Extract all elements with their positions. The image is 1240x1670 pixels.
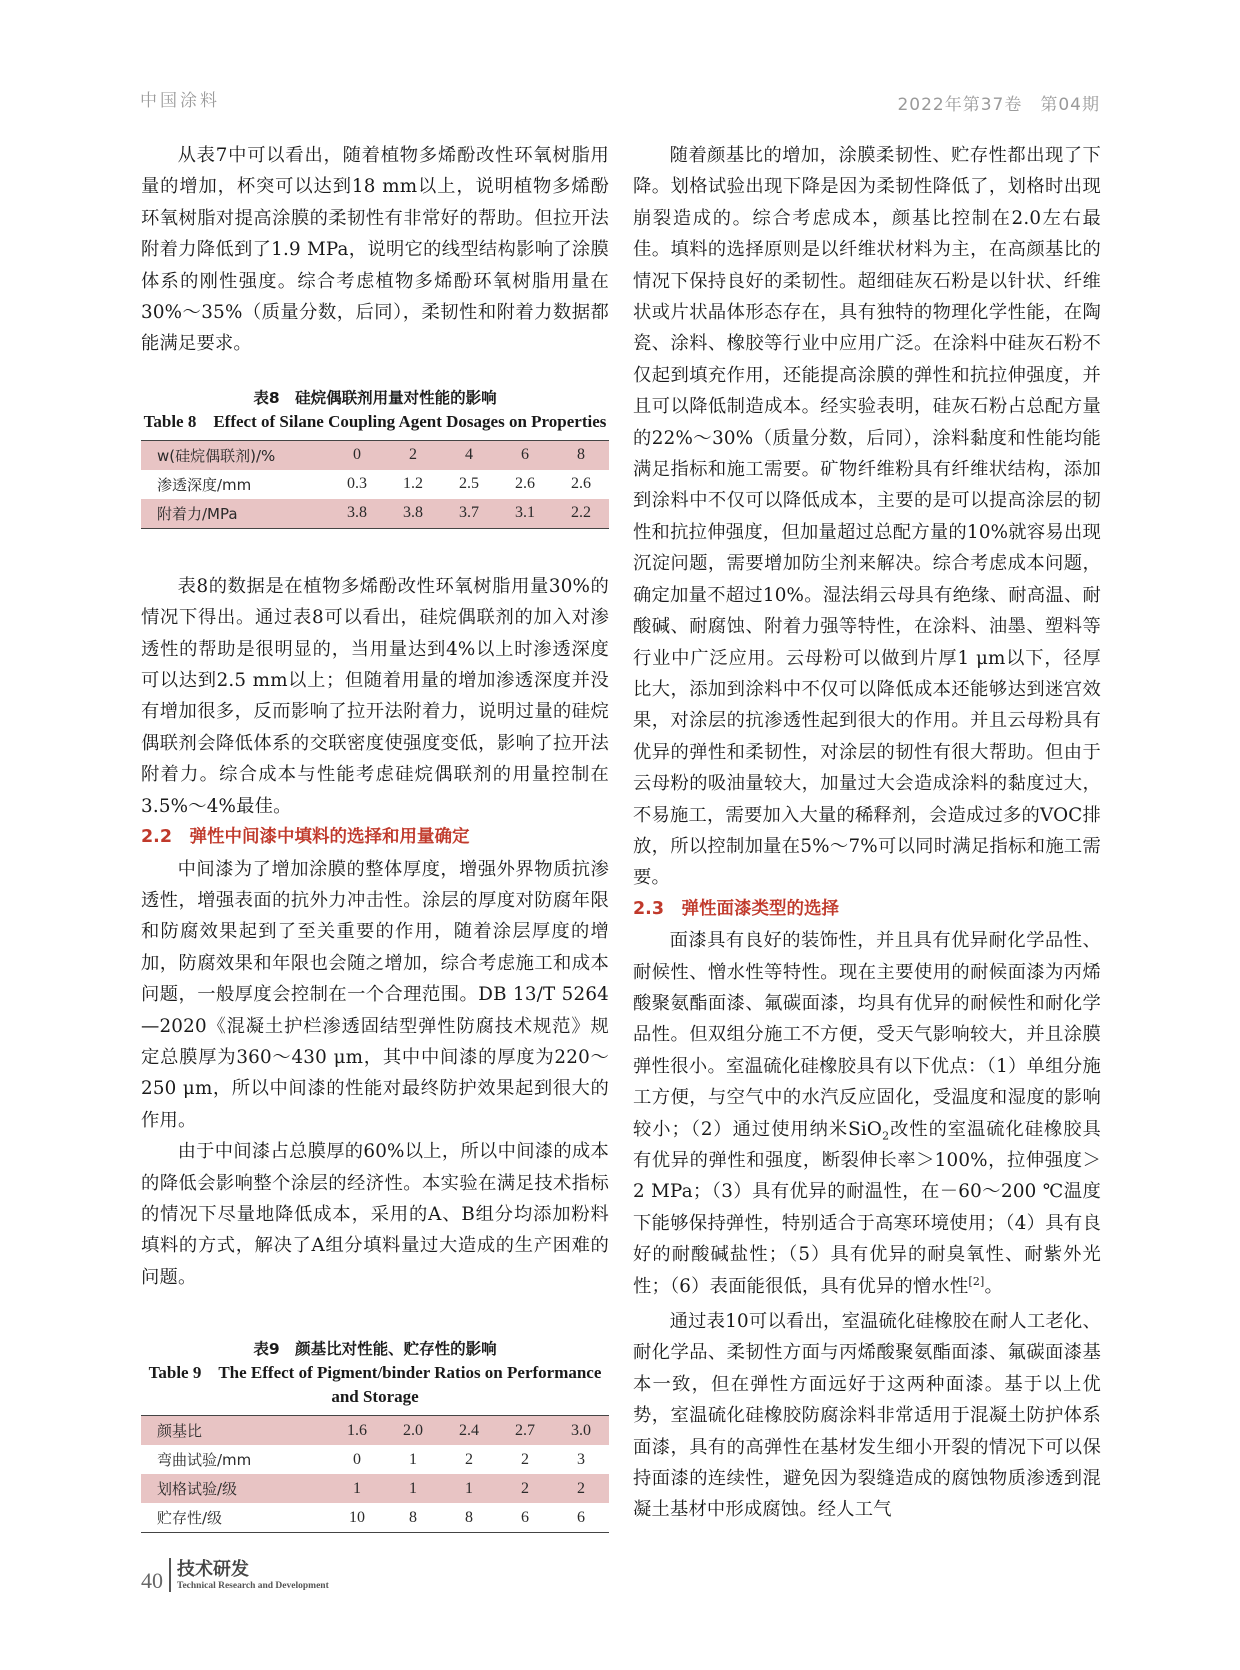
table-cell: 6 <box>497 440 553 470</box>
table-cell: 2.5 <box>459 475 479 493</box>
subscript: 2 <box>882 1129 890 1143</box>
table-row <box>141 1416 609 1446</box>
table-cell: 8 <box>409 1508 417 1526</box>
table-cell: 1 <box>409 1450 417 1468</box>
table-cell: 4 <box>441 440 497 470</box>
row-label: 颜基比 <box>141 1416 329 1446</box>
page-footer <box>141 1558 329 1592</box>
table-cell: 2.6 <box>571 475 591 493</box>
table-cell: 0 <box>329 440 385 470</box>
table-cell: 0.3 <box>347 475 367 493</box>
footer-section-en: Technical Research and Development <box>177 1581 329 1591</box>
table-cell: 2 <box>465 1450 473 1468</box>
table-cell: 3.1 <box>497 499 553 529</box>
table-cell: 3.0 <box>553 1416 609 1446</box>
table-cell: 3 <box>577 1450 585 1468</box>
footer-section-zh: 技术研发 <box>177 1559 249 1580</box>
table-cell: 6 <box>577 1508 585 1526</box>
table-row <box>141 499 609 529</box>
row-label: 弯曲试验/mm <box>157 1451 252 1470</box>
table-cell: 2.6 <box>515 475 535 493</box>
paragraph: 由于中间漆占总膜厚的60%以上，所以中间漆的成本的降低会影响整个涂层的经济性。本实验在满足技术指标的情况下尽量地降低成本，采用的A、B组分均添加粉料填料的方式，解决了A组分填料量过大造成的生产困难的问题。 <box>141 1141 609 1288</box>
table-row <box>141 1503 609 1533</box>
table-cell: 1 <box>385 1474 441 1503</box>
issue-info: 2022年第37卷 第04期 <box>897 95 1100 115</box>
table-cell: 3.8 <box>385 499 441 529</box>
row-label: 划格试验/级 <box>141 1474 329 1503</box>
table-cell: 2.2 <box>553 499 609 529</box>
table-cell: 3.8 <box>329 499 385 529</box>
table-row <box>141 470 609 499</box>
row-label: 贮存性/级 <box>157 1509 223 1528</box>
citation-ref: [2] <box>968 1274 985 1288</box>
left-column <box>141 140 609 1533</box>
table-cell: 8 <box>553 440 609 470</box>
table-cell: 1.2 <box>403 475 423 493</box>
paragraph-text: 改性的室温硫化硅橡胶具有优异的弹性和强度，断裂伸长率＞100%，拉伸强度＞2 MPa；（3）具有优异的耐温性，在－60～200 ℃温度下能够保持弹性，特别适合于高寒环境使用；（4）具有良好的耐酸碱盐性；（5）具有优异的耐臭氧性、耐紫外光性；（6）表面能很低，具有优异的憎水性 <box>633 1118 1102 1297</box>
data-table <box>141 1415 609 1533</box>
table-cell: 1 <box>441 1474 497 1503</box>
table-cell: 2 <box>385 440 441 470</box>
table-9 <box>141 1337 609 1533</box>
right-column <box>633 140 1101 1526</box>
table-cell: 2.7 <box>497 1416 553 1446</box>
section-heading: 2.2 弹性中间漆中填料的选择和用量确定 <box>141 827 470 848</box>
paragraph <box>633 925 1101 1302</box>
table-cell: 10 <box>349 1508 365 1526</box>
data-table <box>141 440 609 529</box>
table-cell: 1.6 <box>329 1416 385 1446</box>
table-cell: 2 <box>497 1474 553 1503</box>
table-row <box>141 1474 609 1503</box>
table-cell: 2.0 <box>385 1416 441 1446</box>
table-cell: 2 <box>553 1474 609 1503</box>
table-caption-zh: 表8 硅烷偶联剂用量对性能的影响 <box>253 388 497 407</box>
table-cell: 1 <box>329 1474 385 1503</box>
table-caption-zh: 表9 颜基比对性能、贮存性的影响 <box>253 1340 497 1359</box>
journal-name: 中国涂料 <box>140 91 220 111</box>
paragraph: 随着颜基比的增加，涂膜柔韧性、贮存性都出现了下降。划格试验出现下降是因为柔韧性降低了，划格时出现崩裂造成的。综合考虑成本，颜基比控制在2.0左右最佳。填料的选择原则是以纤维状材料为主，在高颜基比的情况下保持良好的柔韧性。超细硅灰石粉是以针状、纤维状或片状晶体形态存在，具有独特的物理化学性能，在陶瓷、涂料、橡胶等行业中应用广泛。在涂料中硅灰石粉不仅起到填充作用，还能提高涂膜的弹性和抗拉伸强度，并且可以降低制造成本。经实验表明，硅灰石粉占总配方量的22%～30%（质量分数，后同），涂料黏度和性能均能满足指标和施工需要。矿物纤维粉具有纤维状结构，添加到涂料中不仅可以降低成本，主要的是可以提高涂层的韧性和抗拉伸强度，但加量超过总配方量的10%就容易出现沉淀问题，需要增加防尘剂来解决。综合考虑成本问题，确定加量不超过10%。湿法绢云母具有绝缘、耐高温、耐酸碱、耐腐蚀、附着力强等特性，在涂料、油墨、塑料等行业中广泛应用。云母粉可以做到片厚1 μm以下，径厚比大，添加到涂料中不仅可以降低成本还能够达到迷宫效果，对涂层的抗渗透性起到很大的作用。并且云母粉具有优异的弹性和柔韧性，对涂层的韧性有很大帮助。但由于云母粉的吸油量较大，加量过大会造成涂料的黏度过大，不易施工，需要加入大量的稀释剂，会造成过多的VOC排放，所以控制加量在5%～7%可以同时满足指标和施工需要。 <box>633 145 1101 889</box>
table-8 <box>141 386 609 529</box>
table-row <box>141 1445 609 1474</box>
page-number: 40 <box>141 1568 163 1593</box>
table-row <box>141 440 609 470</box>
table-cell: 6 <box>521 1508 529 1526</box>
row-label: w(硅烷偶联剂)/% <box>141 440 329 470</box>
footer-section <box>177 1560 329 1592</box>
paragraph: 从表7中可以看出，随着植物多烯酚改性环氧树脂用量的增加，杯突可以达到18 mm以上，说明植物多烯酚环氧树脂对提高涂膜的柔韧性有非常好的帮助。但拉开法附着力降低到了1.9 MPa，说明它的线型结构影响了涂膜体系的刚性强度。综合考虑植物多烯酚环氧树脂用量在30%～35%（质量分数，后同），柔韧性和附着力数据都能满足要求。 <box>141 145 609 355</box>
section-heading: 2.3 弹性面漆类型的选择 <box>633 898 840 919</box>
row-label: 附着力/MPa <box>141 499 329 529</box>
table-caption-en: Table 8 Effect of Silane Coupling Agent Dosages on Properties <box>143 411 607 431</box>
table-cell: 2.4 <box>441 1416 497 1446</box>
paragraph-text: 。 <box>984 1275 1004 1297</box>
row-label: 渗透深度/mm <box>157 475 252 494</box>
table-cell: 2 <box>521 1450 529 1468</box>
table-cell: 8 <box>465 1508 473 1526</box>
footer-divider <box>169 1558 171 1592</box>
paragraph: 中间漆为了增加涂膜的整体厚度，增强外界物质抗渗透性，增强表面的抗外力冲击性。涂层的厚度对防腐年限和防腐效果起到了至关重要的作用，随着涂层厚度的增加，防腐效果和年限也会随之增加，综合考虑施工和成本问题，一般厚度会控制在一个合理范围。DB 13/T 5264—2020《混凝土护栏渗透固结型弹性防腐技术规范》规定总膜厚为360～430 μm，其中中间漆的厚度为220～250 μm，所以中间漆的性能对最终防护效果起到很大的作用。 <box>141 858 609 1131</box>
table-caption-en: Table 9 The Effect of Pigment/binder Ratios on Performance and Storage <box>148 1363 602 1407</box>
paragraph-text: 面漆具有良好的装饰性，并且具有优异耐化学品性、耐候性、憎水性等特性。现在主要使用的耐候面漆为丙烯酸聚氨酯面漆、氟碳面漆，均具有优异的耐候性和耐化学品性。但双组分施工不方便，受天气影响较大，并且涂膜弹性很小。室温硫化硅橡胶具有以下优点：（1）单组分施工方便，与空气中的水汽反应固化，受温度和湿度的影响较小；（2）通过使用纳米SiO <box>633 930 1101 1140</box>
table-cell: 3.7 <box>441 499 497 529</box>
table-cell: 0 <box>353 1450 361 1468</box>
paragraph: 通过表10可以看出，室温硫化硅橡胶在耐人工老化、耐化学品、柔韧性方面与丙烯酸聚氨酯面漆、氟碳面漆基本一致，但在弹性方面远好于这两种面漆。基于以上优势，室温硫化硅橡胶防腐涂料非常适用于混凝土防护体系面漆，具有的高弹性在基材发生细小开裂的情况下可以保持面漆的连续性，避免因为裂缝造成的腐蚀物质渗透到混凝土基材中形成腐蚀。经人工气 <box>633 1311 1101 1521</box>
paragraph: 表8的数据是在植物多烯酚改性环氧树脂用量30%的情况下得出。通过表8可以看出，硅烷偶联剂的加入对渗透性的帮助是很明显的，当用量达到4%以上时渗透深度可以达到2.5 mm以上；但随着用量的增加渗透深度并没有增加很多，反而影响了拉开法附着力，说明过量的硅烷偶联剂会降低体系的交联密度使强度变低，影响了拉开法附着力。综合成本与性能考虑硅烷偶联剂的用量控制在3.5%～4%最佳。 <box>141 575 609 817</box>
